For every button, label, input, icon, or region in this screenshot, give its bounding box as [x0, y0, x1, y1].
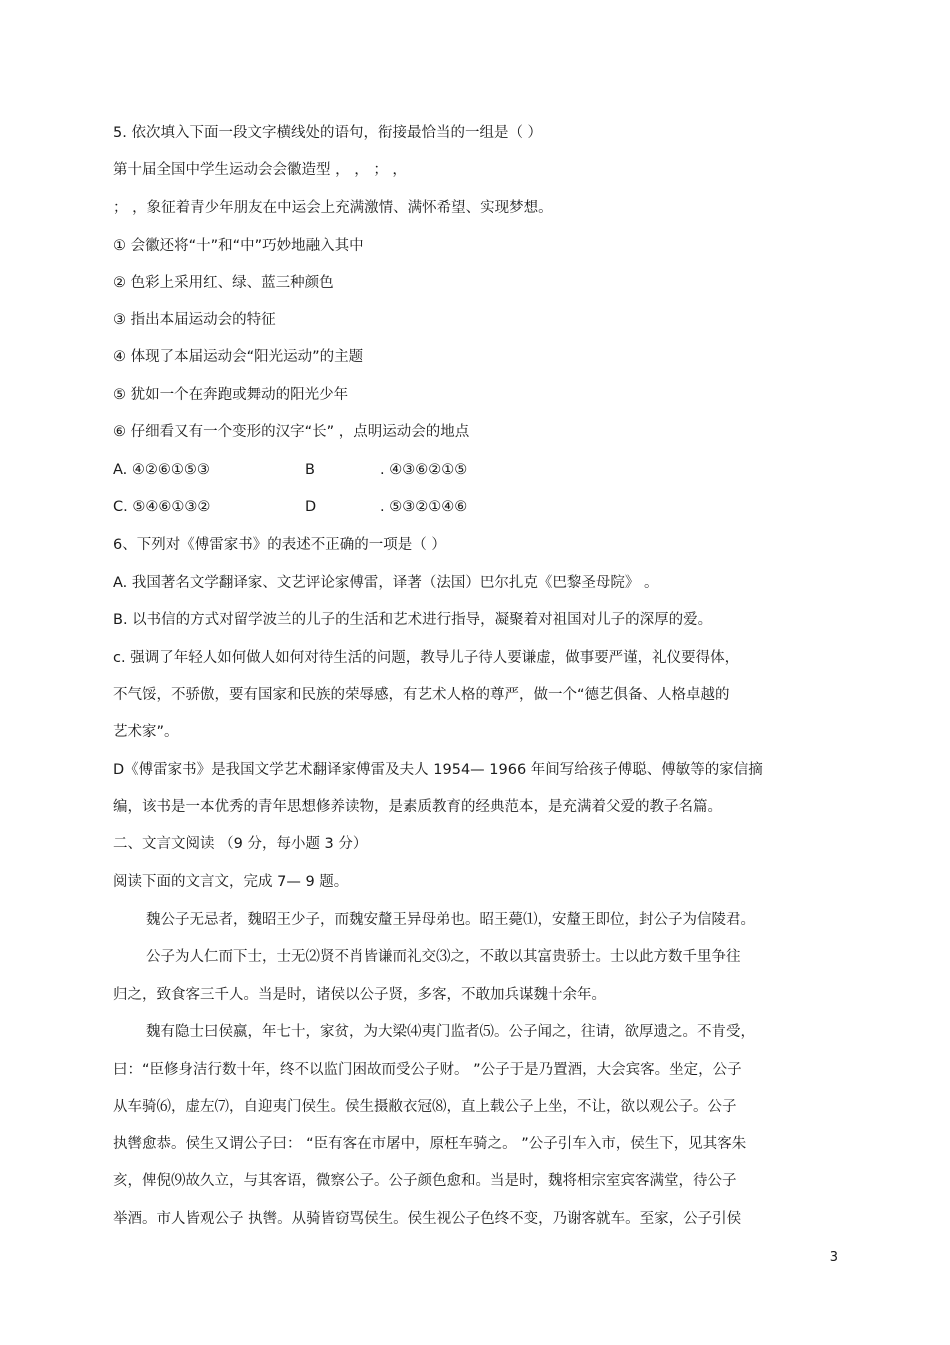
q5-item-6: ⑥ 仔细看又有一个变形的汉字“长” ，点明运动会的地点 — [113, 424, 470, 440]
section-instruction: 阅读下面的文言文，完成 7— 9 题。 — [113, 874, 349, 890]
q5-option-a: A. ④②⑥①⑤③ — [113, 462, 210, 478]
q5-option-c: C. ⑤④⑥①③② — [113, 499, 211, 515]
passage-line-7: 执辔愈恭。侯生又谓公子曰： “臣有客在市屠中，原枉车骑之。 ”公子引车入市，侯生下，见其客朱 — [113, 1136, 747, 1152]
q6-option-a: A. 我国著名文学翻译家、文艺评论家傅雷，译著（法国）巴尔扎克《巴黎圣母院》 。 — [113, 575, 659, 591]
q6-option-c-line-3: 艺术家”。 — [113, 724, 179, 740]
q5-item-4: ④ 体现了本届运动会“阳光运动”的主题 — [113, 349, 364, 365]
q5-option-b-letter: B — [305, 462, 315, 478]
passage-line-5: 曰：“臣修身洁行数十年，终不以监门困故而受公子财。 ”公子于是乃置酒，大会宾客。坐定，公子 — [113, 1062, 742, 1078]
page-number: 3 — [829, 1250, 838, 1265]
q6-option-d-line-1: D《傅雷家书》是我国文学艺术翻译家傅雷及夫人 1954— 1966 年间写给孩子傅聪、傅敏等的家信摘 — [113, 762, 763, 778]
q5-option-d-letter: D — [305, 499, 317, 515]
q5-option-b: . ④③⑥②①⑤ — [380, 462, 468, 478]
q5-option-d: . ⑤③②①④⑥ — [380, 499, 468, 515]
q6-option-b: B. 以书信的方式对留学波兰的儿子的生活和艺术进行指导，凝聚着对祖国对儿子的深厚的爱。 — [113, 612, 713, 628]
passage-line-6: 从车骑⑹，虚左⑺，自迎夷门侯生。侯生摄敝衣冠⑻，直上载公子上坐，不让，欲以观公子。公子 — [113, 1099, 737, 1115]
passage-line-4: 魏有隐士曰侯嬴，年七十，家贫，为大梁⑷夷门监者⑸。公子闻之，往请，欲厚遗之。不肯受， — [146, 1024, 755, 1040]
q5-item-3: ③ 指出本届运动会的特征 — [113, 312, 276, 328]
q5-stem: 5. 依次填入下面一段文字横线处的语句，衔接最恰当的一组是（ ） — [113, 125, 543, 141]
passage-line-9: 举酒。市人皆观公子 执辔。从骑皆窃骂侯生。侯生视公子色终不变，乃谢客就车。至家，公子引侯 — [113, 1211, 742, 1227]
q6-option-c-line-1: c. 强调了年轻人如何做人如何对待生活的问题，教导儿子待人要谦虚，做事要严谨，礼仪要得体， — [113, 650, 740, 666]
q6-option-d-line-2: 编，该书是一本优秀的青年思想修养读物，是素质教育的经典范本，是充满着父爱的教子名篇。 — [113, 799, 722, 815]
section-title: 二、文言文阅读 （9 分，每小题 3 分） — [113, 836, 368, 852]
q5-item-5: ⑤ 犹如一个在奔跑或舞动的阳光少年 — [113, 387, 349, 403]
q5-item-1: ① 会徽还将“十”和“中”巧妙地融入其中 — [113, 238, 364, 254]
q5-item-2: ② 色彩上采用红、绿、蓝三种颜色 — [113, 275, 334, 291]
q6-option-c-line-2: 不气馁，不骄傲，要有国家和民族的荣辱感，有艺术人格的尊严，做一个“德艺俱备、人格卓越的 — [113, 687, 730, 703]
passage-line-8: 亥，俾倪⑼故久立，与其客语，微察公子。公子颜色愈和。当是时，魏将相宗室宾客满堂，待公子 — [113, 1173, 737, 1189]
q6-stem: 6、下列对《傅雷家书》的表述不正确的一项是（ ） — [113, 537, 446, 553]
passage-line-1: 魏公子无忌者，魏昭王少子，而魏安釐王异母弟也。昭王薨⑴，安釐王即位，封公子为信陵君。 — [146, 912, 755, 928]
q5-text-line-1: 第十届全国中学生运动会会徽造型 ， ， ； ， — [113, 162, 407, 178]
passage-line-3: 归之，致食客三千人。当是时，诸侯以公子贤，多客，不敢加兵谋魏十余年。 — [113, 987, 606, 1003]
q5-text-line-2: ； ，象征着青少年朋友在中运会上充满激情、满怀希望、实现梦想。 — [113, 200, 553, 216]
passage-line-2: 公子为人仁而下士，士无⑵贤不肖皆谦而礼交⑶之，不敢以其富贵骄士。士以此方数千里争往 — [146, 949, 741, 965]
